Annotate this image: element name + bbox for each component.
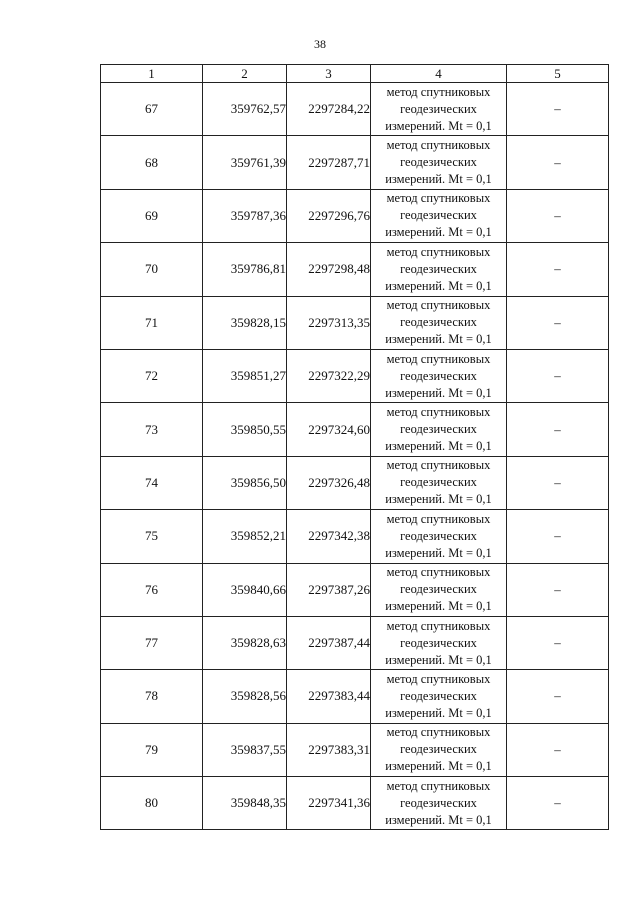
method-line-1: метод спутниковых bbox=[386, 138, 491, 153]
method-line-3: измерений. Mt = 0,1 bbox=[385, 385, 492, 400]
column-5-cell: – bbox=[507, 243, 609, 296]
point-number-cell: 68 bbox=[101, 136, 203, 189]
column-5-cell: – bbox=[507, 136, 609, 189]
point-number-cell: 77 bbox=[101, 616, 203, 669]
y-coordinate-cell: 2297284,22 bbox=[287, 83, 371, 136]
point-number-cell: 78 bbox=[101, 670, 203, 723]
method-line-2: геодезических bbox=[400, 368, 477, 383]
y-coordinate-cell: 2297387,44 bbox=[287, 616, 371, 669]
method-cell bbox=[371, 616, 507, 669]
point-number-cell: 69 bbox=[101, 189, 203, 242]
method-cell bbox=[371, 296, 507, 349]
method-line-2: геодезических bbox=[400, 208, 477, 223]
column-header-4: 4 bbox=[371, 65, 507, 83]
method-line-3: измерений. Mt = 0,1 bbox=[385, 172, 492, 187]
coordinates-table bbox=[100, 64, 609, 830]
method-line-3: измерений. Mt = 0,1 bbox=[385, 652, 492, 667]
method-cell bbox=[371, 670, 507, 723]
column-5-cell: – bbox=[507, 563, 609, 616]
method-line-2: геодезических bbox=[400, 635, 477, 650]
x-coordinate-cell: 359840,66 bbox=[203, 563, 287, 616]
method-line-2: геодезических bbox=[400, 155, 477, 170]
table-row bbox=[101, 723, 609, 776]
x-coordinate-cell: 359762,57 bbox=[203, 83, 287, 136]
method-line-2: геодезических bbox=[400, 422, 477, 437]
method-line-3: измерений. Mt = 0,1 bbox=[385, 332, 492, 347]
y-coordinate-cell: 2297387,26 bbox=[287, 563, 371, 616]
column-5-cell: – bbox=[507, 777, 609, 830]
y-coordinate-cell: 2297342,38 bbox=[287, 510, 371, 563]
method-cell bbox=[371, 136, 507, 189]
column-header-5: 5 bbox=[507, 65, 609, 83]
method-line-1: метод спутниковых bbox=[386, 298, 491, 313]
method-line-3: измерений. Mt = 0,1 bbox=[385, 812, 492, 827]
y-coordinate-cell: 2297324,60 bbox=[287, 403, 371, 456]
method-line-2: геодезических bbox=[400, 688, 477, 703]
x-coordinate-cell: 359848,35 bbox=[203, 777, 287, 830]
x-coordinate-cell: 359786,81 bbox=[203, 243, 287, 296]
point-number-cell: 80 bbox=[101, 777, 203, 830]
method-line-2: геодезических bbox=[400, 582, 477, 597]
table-row bbox=[101, 296, 609, 349]
method-line-1: метод спутниковых bbox=[386, 618, 491, 633]
method-cell bbox=[371, 723, 507, 776]
method-line-2: геодезических bbox=[400, 475, 477, 490]
table-row bbox=[101, 563, 609, 616]
method-line-3: измерений. Mt = 0,1 bbox=[385, 599, 492, 614]
point-number-cell: 70 bbox=[101, 243, 203, 296]
table-row bbox=[101, 243, 609, 296]
x-coordinate-cell: 359852,21 bbox=[203, 510, 287, 563]
y-coordinate-cell: 2297383,44 bbox=[287, 670, 371, 723]
table-row bbox=[101, 83, 609, 136]
method-line-2: геодезических bbox=[400, 795, 477, 810]
method-cell bbox=[371, 563, 507, 616]
method-line-1: метод спутниковых bbox=[386, 511, 491, 526]
table-row bbox=[101, 510, 609, 563]
method-line-2: геодезических bbox=[400, 101, 477, 116]
method-line-1: метод спутниковых bbox=[386, 565, 491, 580]
point-number-cell: 74 bbox=[101, 456, 203, 509]
x-coordinate-cell: 359850,55 bbox=[203, 403, 287, 456]
column-5-cell: – bbox=[507, 510, 609, 563]
column-header-1: 1 bbox=[101, 65, 203, 83]
method-line-1: метод спутниковых bbox=[386, 458, 491, 473]
column-5-cell: – bbox=[507, 83, 609, 136]
method-cell bbox=[371, 349, 507, 402]
method-line-3: измерений. Mt = 0,1 bbox=[385, 225, 492, 240]
x-coordinate-cell: 359837,55 bbox=[203, 723, 287, 776]
method-line-1: метод спутниковых bbox=[386, 191, 491, 206]
method-line-1: метод спутниковых bbox=[386, 671, 491, 686]
y-coordinate-cell: 2297313,35 bbox=[287, 296, 371, 349]
table-row bbox=[101, 670, 609, 723]
point-number-cell: 76 bbox=[101, 563, 203, 616]
column-header-3: 3 bbox=[287, 65, 371, 83]
point-number-cell: 72 bbox=[101, 349, 203, 402]
y-coordinate-cell: 2297341,36 bbox=[287, 777, 371, 830]
method-cell bbox=[371, 777, 507, 830]
column-5-cell: – bbox=[507, 456, 609, 509]
method-line-3: измерений. Mt = 0,1 bbox=[385, 278, 492, 293]
point-number-cell: 75 bbox=[101, 510, 203, 563]
method-line-1: метод спутниковых bbox=[386, 84, 491, 99]
y-coordinate-cell: 2297296,76 bbox=[287, 189, 371, 242]
table-row bbox=[101, 136, 609, 189]
header-row bbox=[101, 65, 609, 83]
point-number-cell: 79 bbox=[101, 723, 203, 776]
column-5-cell: – bbox=[507, 349, 609, 402]
column-5-cell: – bbox=[507, 296, 609, 349]
method-line-1: метод спутниковых bbox=[386, 405, 491, 420]
method-cell bbox=[371, 189, 507, 242]
method-line-3: измерений. Mt = 0,1 bbox=[385, 118, 492, 133]
table-body bbox=[101, 83, 609, 830]
x-coordinate-cell: 359761,39 bbox=[203, 136, 287, 189]
y-coordinate-cell: 2297322,29 bbox=[287, 349, 371, 402]
table-row bbox=[101, 777, 609, 830]
point-number-cell: 71 bbox=[101, 296, 203, 349]
x-coordinate-cell: 359828,63 bbox=[203, 616, 287, 669]
method-line-1: метод спутниковых bbox=[386, 351, 491, 366]
method-line-3: измерений. Mt = 0,1 bbox=[385, 492, 492, 507]
method-cell bbox=[371, 456, 507, 509]
method-cell bbox=[371, 510, 507, 563]
x-coordinate-cell: 359851,27 bbox=[203, 349, 287, 402]
table-row bbox=[101, 403, 609, 456]
method-line-2: геодезических bbox=[400, 261, 477, 276]
y-coordinate-cell: 2297298,48 bbox=[287, 243, 371, 296]
y-coordinate-cell: 2297383,31 bbox=[287, 723, 371, 776]
method-cell bbox=[371, 243, 507, 296]
method-line-2: геодезических bbox=[400, 742, 477, 757]
point-number-cell: 73 bbox=[101, 403, 203, 456]
method-line-1: метод спутниковых bbox=[386, 778, 491, 793]
method-line-3: измерений. Mt = 0,1 bbox=[385, 439, 492, 454]
x-coordinate-cell: 359787,36 bbox=[203, 189, 287, 242]
column-5-cell: – bbox=[507, 189, 609, 242]
method-line-2: геодезических bbox=[400, 528, 477, 543]
method-line-1: метод спутниковых bbox=[386, 725, 491, 740]
x-coordinate-cell: 359856,50 bbox=[203, 456, 287, 509]
column-5-cell: – bbox=[507, 403, 609, 456]
method-line-3: измерений. Mt = 0,1 bbox=[385, 705, 492, 720]
column-header-2: 2 bbox=[203, 65, 287, 83]
point-number-cell: 67 bbox=[101, 83, 203, 136]
method-line-1: метод спутниковых bbox=[386, 244, 491, 259]
x-coordinate-cell: 359828,56 bbox=[203, 670, 287, 723]
method-cell bbox=[371, 403, 507, 456]
table-header bbox=[101, 65, 609, 83]
column-5-cell: – bbox=[507, 723, 609, 776]
y-coordinate-cell: 2297326,48 bbox=[287, 456, 371, 509]
table-row bbox=[101, 349, 609, 402]
method-line-2: геодезических bbox=[400, 315, 477, 330]
x-coordinate-cell: 359828,15 bbox=[203, 296, 287, 349]
column-5-cell: – bbox=[507, 616, 609, 669]
y-coordinate-cell: 2297287,71 bbox=[287, 136, 371, 189]
method-line-3: измерений. Mt = 0,1 bbox=[385, 545, 492, 560]
table-row bbox=[101, 456, 609, 509]
table-row bbox=[101, 189, 609, 242]
method-cell bbox=[371, 83, 507, 136]
page-number: 38 bbox=[314, 37, 326, 51]
table-row bbox=[101, 616, 609, 669]
method-line-3: измерений. Mt = 0,1 bbox=[385, 759, 492, 774]
column-5-cell: – bbox=[507, 670, 609, 723]
